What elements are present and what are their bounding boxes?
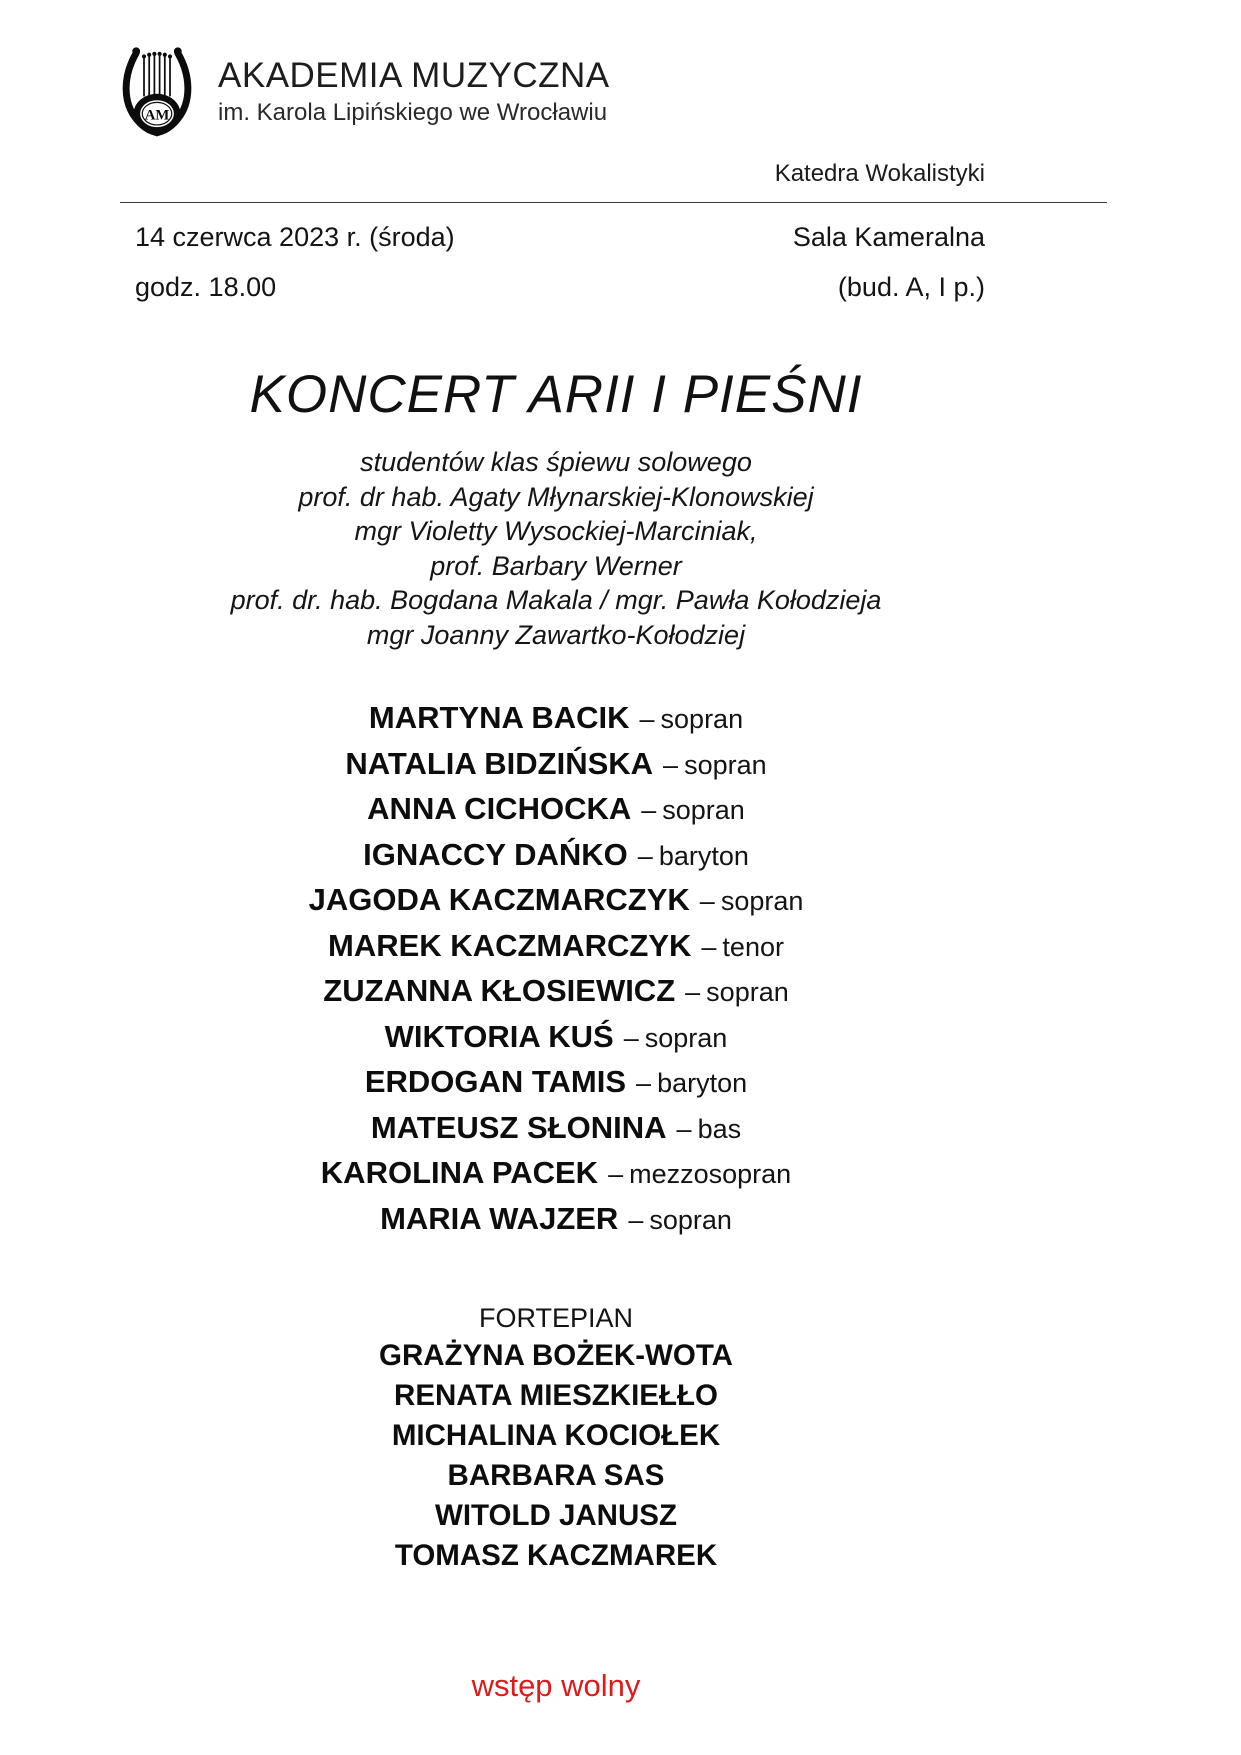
performer-voice: sopran [644, 1022, 728, 1053]
pianist-name: TOMASZ KACZMAREK [394, 1539, 718, 1573]
name-voice-separator: – [636, 1068, 652, 1099]
performer-row [120, 835, 992, 881]
subtitle-line: prof. Barbary Werner [430, 550, 682, 581]
name-voice-separator: – [637, 840, 653, 871]
performer-row [120, 926, 992, 972]
name-voice-separator: – [701, 931, 717, 962]
admission-notice: wstęp wolny [471, 1668, 641, 1704]
event-time: godz. 18.00 [135, 271, 277, 302]
performer-voice: sopran [720, 886, 804, 917]
performer-voice: sopran [684, 749, 767, 780]
performer-name: KAROLINA PACEK [320, 1155, 599, 1191]
performer-voice: bas [697, 1113, 742, 1144]
lyre-logo-icon [118, 42, 196, 142]
event-info-row-2 [135, 273, 985, 303]
name-voice-separator: – [699, 886, 715, 917]
performer-voice: sopran [706, 977, 789, 1008]
performer-name: MATEUSZ SŁONINA [370, 1109, 667, 1145]
event-venue-detail: (bud. A, I p.) [837, 271, 985, 302]
concert-subtitle-block [120, 445, 992, 652]
performer-name: IGNACCY DAŃKO [363, 836, 628, 872]
performer-row [120, 789, 992, 835]
name-voice-separator: – [623, 1022, 639, 1053]
pianist-name: BARBARA SAS [447, 1459, 665, 1493]
performer-row [120, 1153, 992, 1199]
concert-title: KONCERT ARII I PIEŚNI [249, 365, 863, 425]
pianist-name: WITOLD JANUSZ [434, 1499, 677, 1533]
subtitle-line: mgr Violetty Wysockiej-Marciniak, [354, 516, 758, 547]
org-name: AKADEMIA MUZYCZNA [218, 55, 610, 95]
name-voice-separator: – [608, 1159, 624, 1190]
performer-row [120, 1017, 992, 1063]
performer-voice: baryton [658, 840, 749, 871]
performer-voice: tenor [722, 931, 784, 962]
header-divider [120, 202, 1107, 203]
pianist-name: RENATA MIESZKIEŁŁO [394, 1379, 718, 1413]
piano-section [120, 1300, 992, 1576]
org-subtitle: im. Karola Lipińskiego we Wrocławiu [218, 99, 608, 127]
subtitle-line: prof. dr. hab. Bogdana Makala / mgr. Pawła Kołodzieja [230, 585, 882, 616]
pianist-name: GRAŻYNA BOŻEK-WOTA [379, 1339, 733, 1373]
name-voice-separator: – [676, 1113, 692, 1144]
performer-name: ERDOGAN TAMIS [364, 1064, 627, 1100]
performer-row [120, 880, 992, 926]
performer-row [120, 698, 992, 744]
performer-voice: sopran [662, 795, 745, 826]
name-voice-separator: – [685, 977, 701, 1008]
performer-name: JAGODA KACZMARCZYK [308, 882, 690, 918]
subtitle-line: studentów klas śpiewu solowego [360, 447, 752, 478]
performer-row [120, 744, 992, 790]
performer-name: MARTYNA BACIK [368, 700, 630, 736]
event-info-block [135, 223, 985, 302]
event-date: 14 czerwca 2023 r. (środa) [135, 222, 455, 252]
piano-section-heading: FORTEPIAN [478, 1303, 634, 1334]
performer-row [120, 971, 992, 1017]
performer-name: WIKTORIA KUŚ [384, 1018, 614, 1054]
logo-monogram-text: AM [144, 107, 170, 124]
academy-logo-header [0, 0, 1241, 142]
performer-voice: sopran [660, 704, 744, 735]
org-text-block [218, 56, 610, 128]
performer-name: MAREK KACZMARCZYK [328, 927, 692, 963]
performer-name: ZUZANNA KŁOSIEWICZ [323, 973, 676, 1009]
program-body [120, 364, 992, 1704]
subtitle-line: mgr Joanny Zawartko-Kołodziej [366, 619, 746, 650]
name-voice-separator: – [663, 749, 679, 780]
performer-row [120, 1199, 992, 1245]
performers-list [120, 698, 992, 1244]
department-label: Katedra Wokalistyki [774, 160, 985, 187]
subtitle-line: prof. dr hab. Agaty Młynarskiej-Klonowskiej [298, 481, 814, 512]
pianist-name: MICHALINA KOCIOŁEK [391, 1419, 721, 1453]
event-venue: Sala Kameralna [792, 222, 985, 252]
performer-row [120, 1062, 992, 1108]
name-voice-separator: – [641, 795, 657, 826]
name-voice-separator: – [628, 1204, 644, 1235]
performer-voice: baryton [657, 1068, 748, 1099]
performer-voice: mezzosopran [629, 1159, 792, 1190]
performer-name: NATALIA BIDZIŃSKA [345, 745, 654, 781]
performer-name: ANNA CICHOCKA [367, 791, 632, 827]
performer-row [120, 1108, 992, 1154]
name-voice-separator: – [639, 704, 655, 735]
performer-name: MARIA WAJZER [380, 1200, 619, 1236]
event-info-row-1 [135, 223, 985, 253]
performer-voice: sopran [649, 1204, 732, 1235]
